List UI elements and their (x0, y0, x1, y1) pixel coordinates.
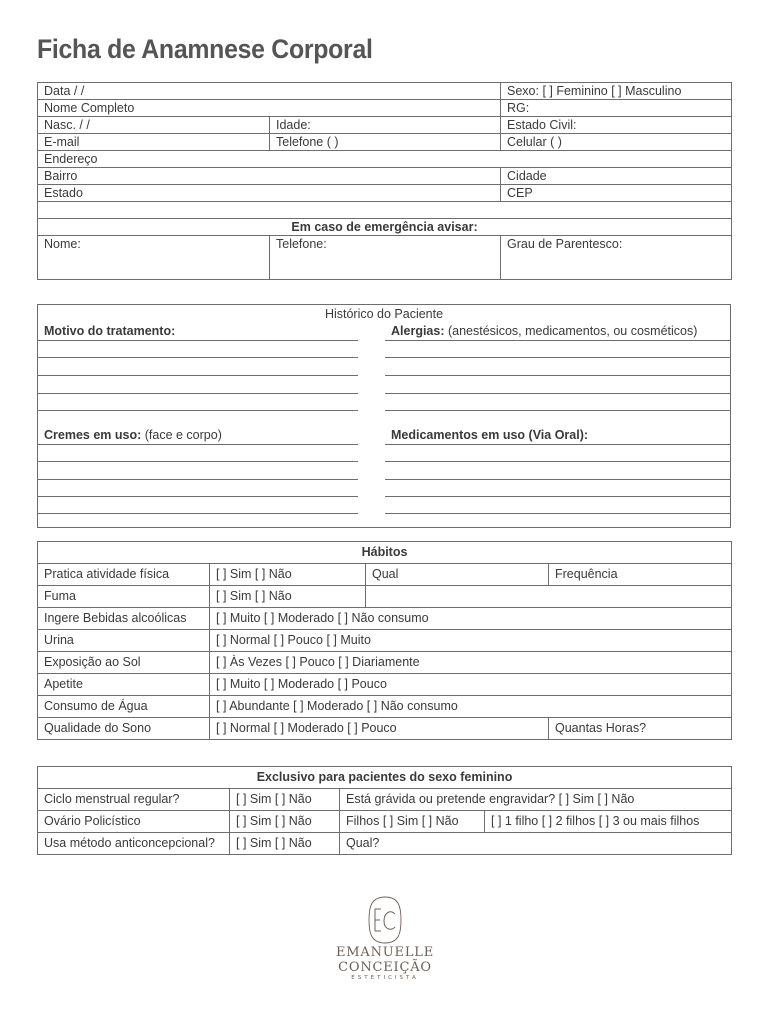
treatment-line[interactable] (38, 393, 358, 394)
emergency-name-field[interactable]: Nome: (38, 236, 270, 280)
allergies-label-note: (anestésicos, medicamentos, ou cosméticos) (444, 324, 698, 338)
medications-line[interactable] (385, 461, 731, 462)
allergies-line[interactable] (385, 375, 731, 376)
table-row (38, 789, 732, 811)
treatment-line[interactable] (38, 340, 358, 341)
habit-label: Qualidade do Sono (38, 718, 210, 740)
table-row (38, 811, 732, 833)
table-row (38, 608, 732, 630)
medications-line[interactable] (385, 479, 731, 480)
sleep-hours-field[interactable]: Quantas Horas? (549, 718, 732, 740)
mobile-field[interactable]: Celular ( ) (501, 134, 732, 151)
table-row (38, 652, 732, 674)
table-row (38, 833, 732, 855)
habits-table (37, 541, 732, 740)
creams-line[interactable] (38, 461, 358, 462)
habit-options[interactable]: [ ] Às Vezes [ ] Pouco [ ] Diariamente (210, 652, 732, 674)
habit-which-field[interactable]: Qual (366, 564, 549, 586)
sex-field[interactable]: Sexo: [ ] Feminino [ ] Masculino (501, 83, 732, 100)
habit-blank-cell[interactable] (366, 586, 732, 608)
habit-options[interactable]: [ ] Muito [ ] Moderado [ ] Não consumo (210, 608, 732, 630)
creams-line[interactable] (38, 513, 358, 514)
habit-options[interactable]: [ ] Normal [ ] Pouco [ ] Muito (210, 630, 732, 652)
date-field[interactable]: Data / / (38, 83, 501, 100)
creams-line[interactable] (38, 496, 358, 497)
medications-line[interactable] (385, 444, 731, 445)
table-row (38, 718, 732, 740)
treatment-line[interactable] (38, 410, 358, 411)
children-options[interactable]: Filhos [ ] Sim [ ] Não (340, 811, 485, 833)
allergies-line[interactable] (385, 393, 731, 394)
creams-line[interactable] (38, 444, 358, 445)
polycystic-ovary-options[interactable]: [ ] Sim [ ] Não (230, 811, 340, 833)
monogram-icon (365, 895, 405, 945)
state-field[interactable]: Estado (38, 185, 501, 202)
habit-label: Urina (38, 630, 210, 652)
habit-label: Ingere Bebidas alcoólicas (38, 608, 210, 630)
medications-line[interactable] (385, 513, 731, 514)
age-field[interactable]: Idade: (270, 117, 501, 134)
brand-logo (290, 895, 480, 981)
email-field[interactable]: E-mail (38, 134, 270, 151)
habit-label: Fuma (38, 586, 210, 608)
allergies-line[interactable] (385, 340, 731, 341)
marital-status-field[interactable]: Estado Civil: (501, 117, 732, 134)
pregnancy-question[interactable]: Está grávida ou pretende engravidar? [ ] Sim [ ] Não (340, 789, 732, 811)
treatment-line[interactable] (38, 375, 358, 376)
patient-history-section (37, 304, 731, 528)
habit-frequency-field[interactable]: Frequência (549, 564, 732, 586)
blank-row[interactable] (38, 202, 732, 219)
contraceptive-options[interactable]: [ ] Sim [ ] Não (230, 833, 340, 855)
allergies-line[interactable] (385, 357, 731, 358)
page-title: Ficha de Anamnese Corporal (37, 34, 373, 64)
children-count-options[interactable]: [ ] 1 filho [ ] 2 filhos [ ] 3 ou mais filhos (485, 811, 732, 833)
habit-label: Apetite (38, 674, 210, 696)
habit-options[interactable]: [ ] Muito [ ] Moderado [ ] Pouco (210, 674, 732, 696)
contraceptive-which-field[interactable]: Qual? (340, 833, 732, 855)
table-row (38, 564, 732, 586)
habits-title: Hábitos (38, 542, 732, 564)
female-section-title: Exclusivo para pacientes do sexo feminino (38, 767, 732, 789)
emergency-phone-field[interactable]: Telefone: (270, 236, 501, 280)
full-name-field[interactable]: Nome Completo (38, 100, 501, 117)
habit-options[interactable]: [ ] Normal [ ] Moderado [ ] Pouco (210, 718, 549, 740)
personal-info-table (37, 82, 732, 280)
table-row (38, 674, 732, 696)
habit-options[interactable]: [ ] Sim [ ] Não (210, 586, 366, 608)
habit-label: Exposição ao Sol (38, 652, 210, 674)
table-row (38, 630, 732, 652)
creams-label-bold: Cremes em uso: (44, 428, 142, 442)
treatment-reason-label: Motivo do tratamento: (44, 324, 176, 338)
menstrual-cycle-label: Ciclo menstrual regular? (38, 789, 230, 811)
creams-label (44, 428, 222, 442)
brand-subtitle: ESTETICISTA (351, 975, 419, 981)
zip-field[interactable]: CEP (501, 185, 732, 202)
creams-line[interactable] (38, 479, 358, 480)
table-row (38, 586, 732, 608)
habit-options[interactable]: [ ] Abundante [ ] Moderado [ ] Não consumo (210, 696, 732, 718)
habit-label: Consumo de Água (38, 696, 210, 718)
brand-name: EMANUELLE CONCEIÇÃO (336, 945, 434, 975)
emergency-relationship-field[interactable]: Grau de Parentesco: (501, 236, 732, 280)
emergency-heading: Em caso de emergência avisar: (38, 219, 732, 236)
polycystic-ovary-label: Ovário Policístico (38, 811, 230, 833)
contraceptive-label: Usa método anticoncepcional? (38, 833, 230, 855)
city-field[interactable]: Cidade (501, 168, 732, 185)
allergies-label (391, 324, 697, 338)
allergies-label-bold: Alergias: (391, 324, 445, 338)
menstrual-cycle-options[interactable]: [ ] Sim [ ] Não (230, 789, 340, 811)
medications-label: Medicamentos em uso (Via Oral): (391, 428, 589, 442)
allergies-line[interactable] (385, 410, 731, 411)
habit-label: Pratica atividade física (38, 564, 210, 586)
phone-field[interactable]: Telefone ( ) (270, 134, 501, 151)
birth-date-field[interactable]: Nasc. / / (38, 117, 270, 134)
neighborhood-field[interactable]: Bairro (38, 168, 501, 185)
medications-line[interactable] (385, 496, 731, 497)
table-row (38, 696, 732, 718)
rg-field[interactable]: RG: (501, 100, 732, 117)
treatment-line[interactable] (38, 357, 358, 358)
female-patients-table (37, 766, 732, 855)
address-field[interactable]: Endereço (38, 151, 732, 168)
history-title: Histórico do Paciente (324, 307, 444, 321)
habit-options[interactable]: [ ] Sim [ ] Não (210, 564, 366, 586)
creams-label-note: (face e corpo) (141, 428, 222, 442)
